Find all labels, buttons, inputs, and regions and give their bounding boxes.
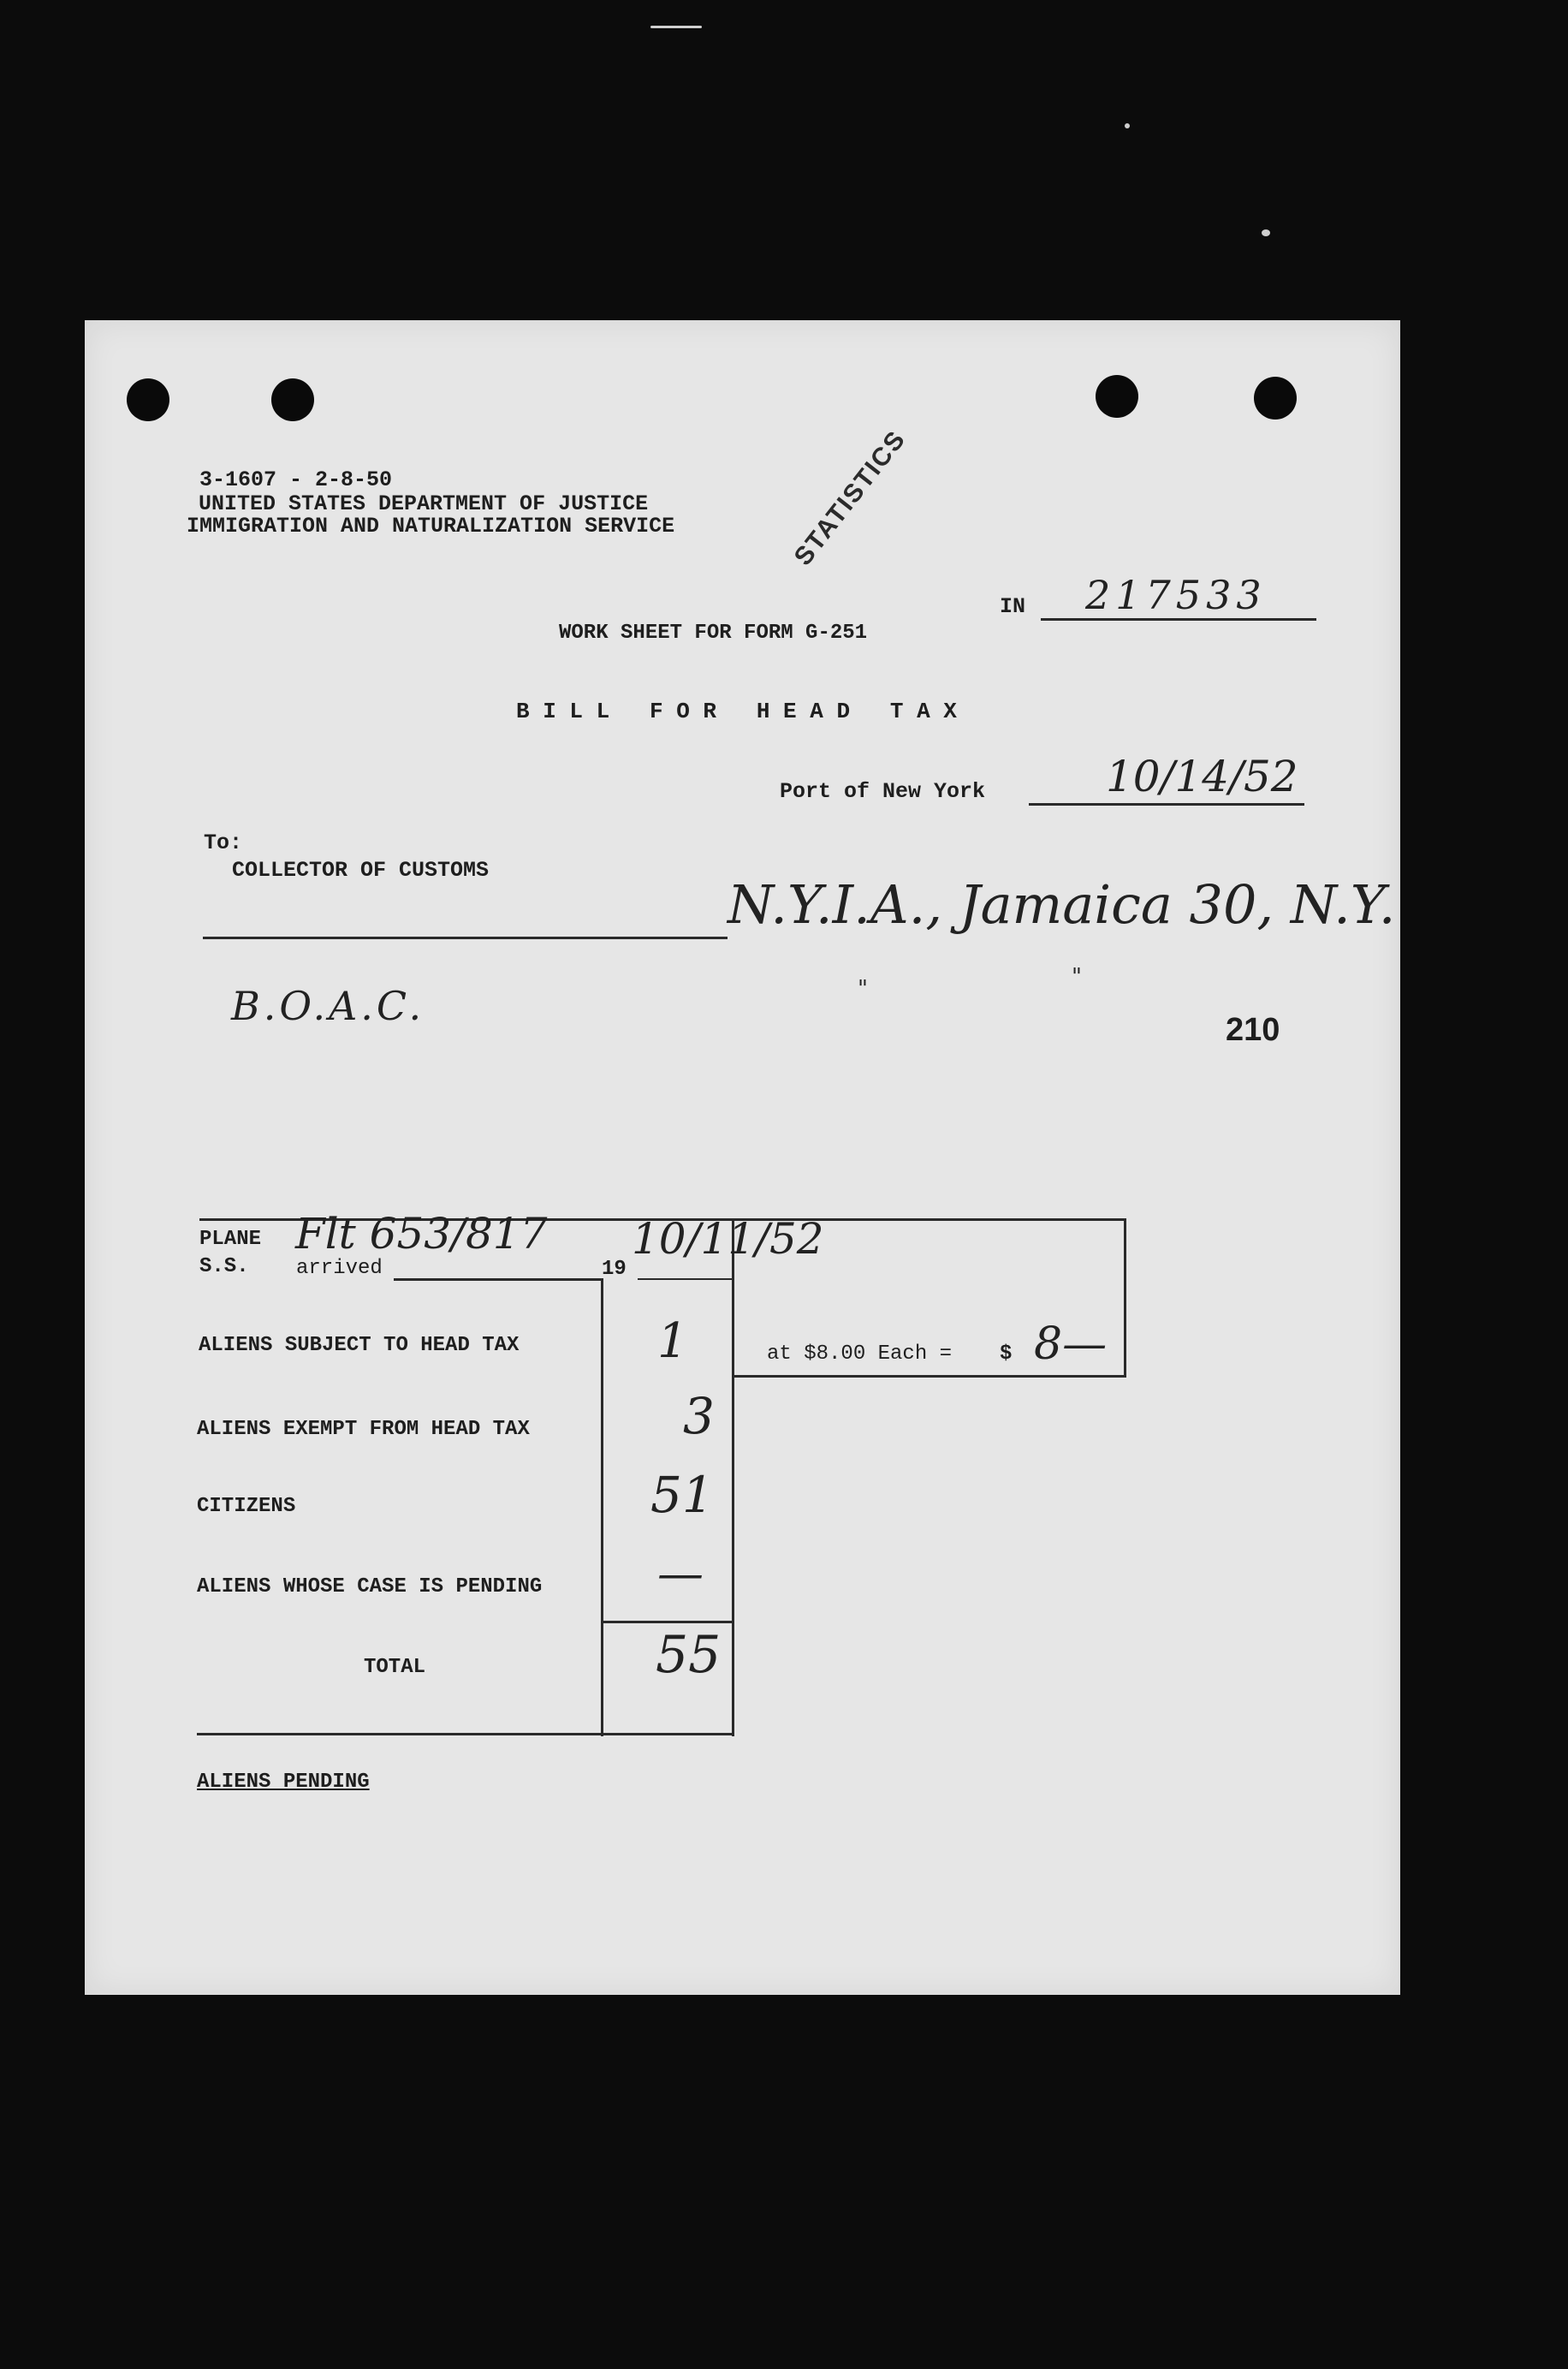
- to-label: To:: [204, 830, 243, 855]
- dust-speck: [1262, 229, 1270, 236]
- punch-hole-3: [1096, 375, 1138, 418]
- row-label-subject: ALIENS SUBJECT TO HEAD TAX: [199, 1334, 520, 1357]
- year-underline: [638, 1278, 732, 1280]
- location: N.Y.I.A., Jamaica 30, N.Y.: [728, 873, 1396, 936]
- row-label-pending: ALIENS WHOSE CASE IS PENDING: [197, 1575, 543, 1598]
- in-number: 217533: [1085, 572, 1267, 618]
- statistics-stamp: STATISTICS: [788, 425, 912, 571]
- service-name: IMMIGRATION AND NATURALIZATION SERVICE: [187, 514, 675, 539]
- total-value: 55: [656, 1625, 722, 1685]
- ditto-mark-1: ": [858, 976, 868, 1002]
- ss-label: S.S.: [199, 1255, 249, 1278]
- arrived-underline: [394, 1278, 603, 1281]
- form-number: 3-1607 - 2-8-50: [199, 467, 393, 492]
- row-value-subject: 1: [657, 1313, 688, 1369]
- bill-title: B I L L F O R H E A D T A X: [516, 699, 957, 724]
- dust-speck: [650, 26, 702, 28]
- dust-speck: [1125, 123, 1130, 128]
- row-label-exempt: ALIENS EXEMPT FROM HEAD TAX: [197, 1418, 530, 1441]
- plane-label: PLANE: [199, 1228, 262, 1251]
- punch-hole-4: [1254, 377, 1297, 420]
- page-number: 210: [1226, 1012, 1280, 1048]
- date-line: [1029, 803, 1304, 806]
- row-value-citizens: 51: [650, 1466, 714, 1524]
- tax-amount: 8—: [1034, 1318, 1108, 1370]
- punch-hole-1: [127, 378, 169, 421]
- table-bottom-line: [197, 1733, 734, 1735]
- right-box-line: [1124, 1218, 1126, 1377]
- year-label: 19: [602, 1258, 627, 1281]
- dollar-sign: $: [1000, 1342, 1013, 1366]
- value-column-right: [732, 1218, 734, 1736]
- worksheet-title: WORK SHEET FOR FORM G-251: [559, 622, 868, 645]
- carrier-name: B.O.A.C.: [231, 983, 425, 1029]
- arrival-date: 10/11/52: [632, 1214, 824, 1264]
- punch-hole-2: [271, 378, 314, 421]
- flight-number: Flt 653/817: [295, 1209, 548, 1259]
- row-value-exempt: 3: [683, 1387, 715, 1445]
- total-label: TOTAL: [364, 1656, 426, 1679]
- addressee: COLLECTOR OF CUSTOMS: [232, 858, 490, 883]
- ditto-mark-2: ": [1072, 964, 1082, 990]
- row-label-citizens: CITIZENS: [197, 1495, 296, 1518]
- aliens-pending-heading: ALIENS PENDING: [197, 1771, 370, 1794]
- address-line: [203, 937, 728, 939]
- department-name: UNITED STATES DEPARTMENT OF JUSTICE: [199, 491, 649, 516]
- in-number-line: [1041, 618, 1316, 621]
- total-top-line: [601, 1621, 734, 1623]
- right-box-bottom: [732, 1375, 1126, 1378]
- port-date: 10/14/52: [1106, 752, 1298, 801]
- arrived-label: arrived: [296, 1257, 383, 1280]
- port-label: Port of New York: [780, 779, 986, 804]
- tax-rate: at $8.00 Each =: [767, 1342, 953, 1366]
- in-label: IN: [1000, 594, 1026, 619]
- value-column-left: [601, 1278, 603, 1736]
- row-value-pending: —: [657, 1546, 704, 1600]
